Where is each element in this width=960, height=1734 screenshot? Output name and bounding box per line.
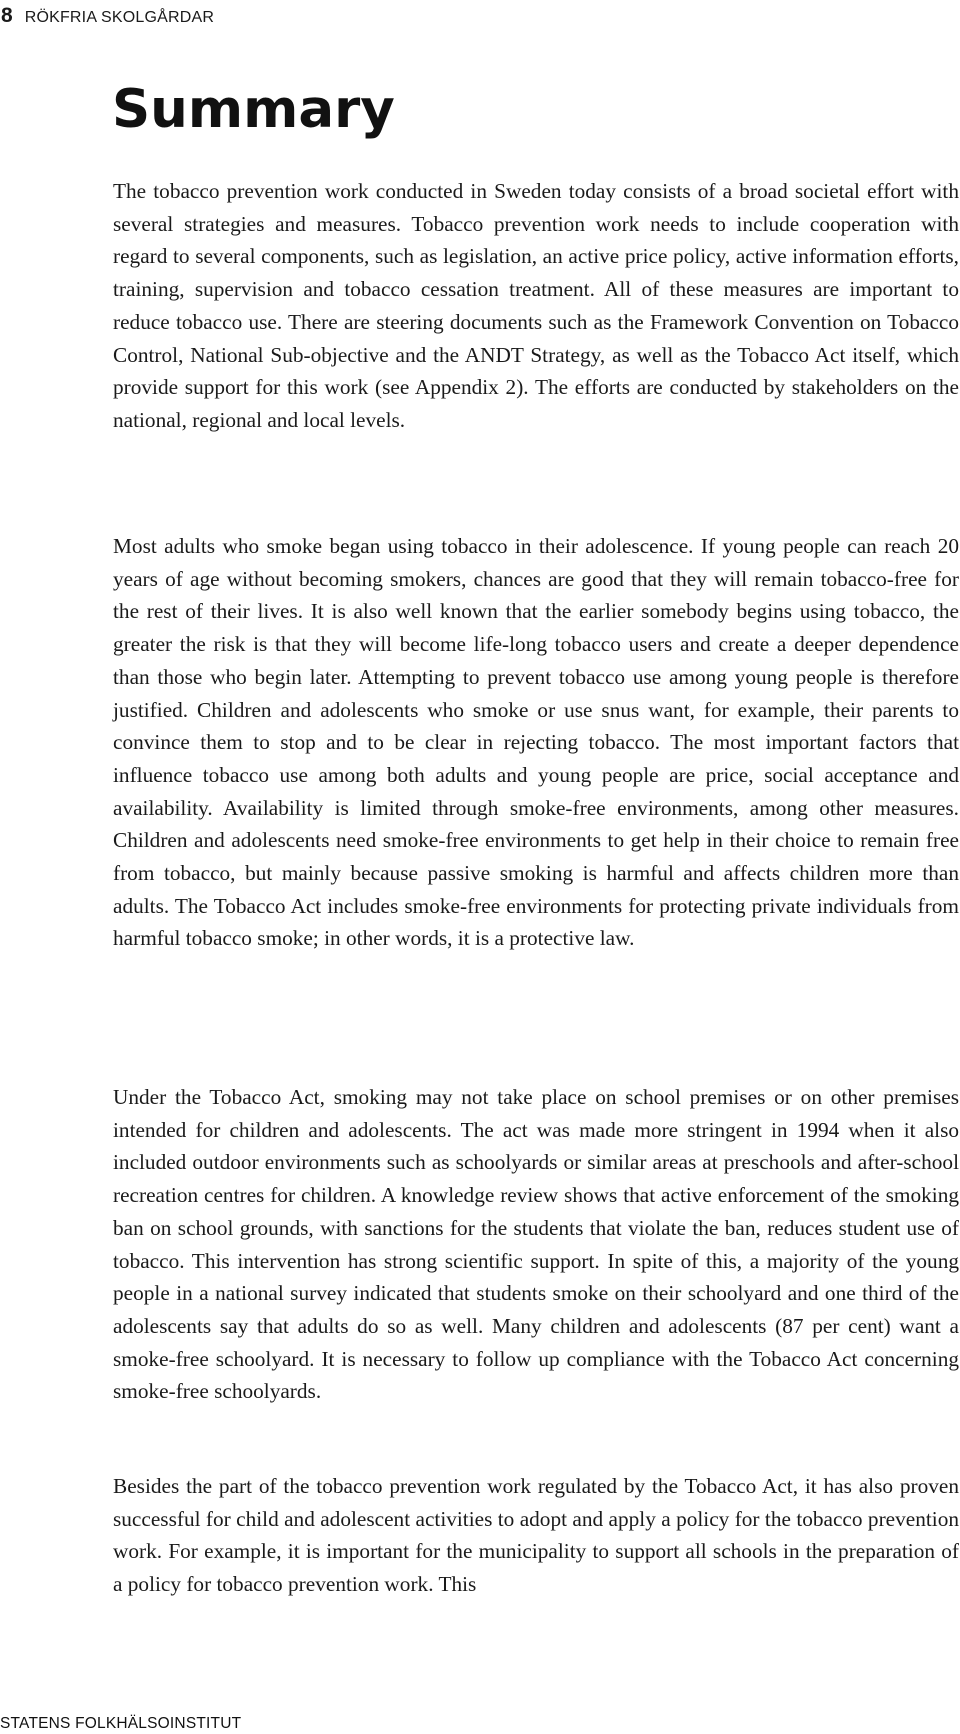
body-paragraph-4: Besides the part of the tobacco prevention work regulated by the Tobacco Act, it has also proven successful for child and adolescent activities to adopt and apply a policy for the tobacco prevention work. For example, it is important for the municipality to support all schools in the preparation of a policy for tobacco prevention work. This (113, 1474, 959, 1597)
page-number: 8 (1, 4, 13, 27)
running-header (1, 4, 214, 28)
body-paragraph-1: The tobacco prevention work conducted in Sweden today consists of a broad societal effort with several strategies and measures. Tobacco prevention work needs to include cooperation with regard to several components, such as legislation, an active price policy, active information efforts, training, supervision and tobacco cessation treatment. All of these measures are important to reduce tobacco use. There are steering documents such as the Framework Convention on Tobacco Control, National Sub-objective and the ANDT Strategy, as well as the Tobacco Act itself, which provide support for this work (see Appendix 2). The efforts are conducted by stakeholders on the national, regional and local levels. (113, 179, 959, 432)
body-paragraph-2: Most adults who smoke began using tobacco in their adolescence. If young people can reach 20 years of age without becoming smokers, chances are good that they will remain tobacco-free for the rest of their lives. It is also well known that the earlier somebody begins using tobacco, the greater the risk is that they will become life-long tobacco users and create a deeper dependence than those who begin later. Attempting to prevent tobacco use among young people is therefore justified. Children and adolescents who smoke or use snus want, for example, their parents to convince them to stop and to be clear in rejecting tobacco. The most important factors that influence tobacco use among both adults and young people are price, social acceptance and availability. Availability is limited through smoke-free environments, among other measures. Children and adolescents need smoke-free environments to get help in their choice to remain free from tobacco, but mainly because passive smoking is harmful and affects children more than adults. The Tobacco Act includes smoke-free environments for protecting private individuals from harmful tobacco smoke; in other words, it is a protective law. (113, 534, 959, 951)
running-title: RÖKFRIA SKOLGÅRDAR (24, 9, 215, 26)
body-paragraph-3: Under the Tobacco Act, smoking may not take place on school premises or on other premises intended for children and adolescents. The act was made more stringent in 1994 when it also included outdoor environments such as schoolyards or similar areas at preschools and after-school recreation centres for children. A knowledge review shows that active enforcement of the smoking ban on school grounds, with sanctions for the students that violate the ban, reduces student use of tobacco. This intervention has strong scientific support. In spite of this, a majority of the young people in a national survey indicated that students smoke on their schoolyard and one third of the adolescents say that adults do so as well. Many children and adolescents (87 per cent) want a smoke-free schoolyard. It is necessary to follow up compliance with the Tobacco Act concerning smoke-free schoolyards. (113, 1085, 959, 1404)
running-footer: STATENS FOLKHÄLSOINSTITUT (0, 1715, 242, 1732)
page-title: Summary (112, 79, 395, 140)
